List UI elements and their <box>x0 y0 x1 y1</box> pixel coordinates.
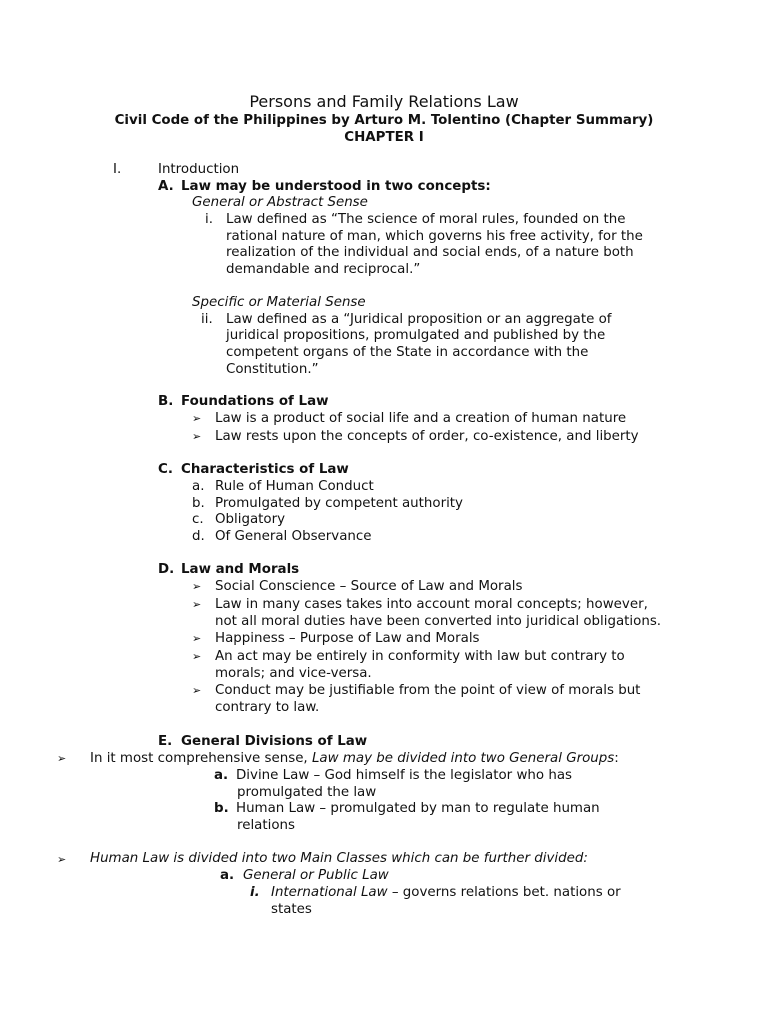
list-item: Law in many cases takes into account moral concepts; however, <box>215 597 648 612</box>
bullet-arrow-icon: ➢ <box>192 580 202 593</box>
subsection-b-marker: B. <box>158 394 174 409</box>
list-item-marker: b. <box>192 496 205 511</box>
list-item-marker: d. <box>192 529 205 544</box>
list-item: Human Law – promulgated by man to regulate human <box>236 801 600 816</box>
section-numeral: I. <box>113 162 122 177</box>
list-item: Obligatory <box>215 512 286 527</box>
list-item: Conduct may be justifiable from the point of view of morals but <box>215 683 641 698</box>
document-subtitle: Civil Code of the Philippines by Arturo M. Tolentino (Chapter Summary) <box>114 113 654 128</box>
list-item-marker: a. <box>214 768 229 783</box>
paragraph-emphasis: Law may be divided into two General Groups <box>311 751 615 766</box>
bullet-arrow-icon: ➢ <box>192 430 202 443</box>
list-item: Rule of Human Conduct <box>215 479 374 494</box>
paragraph: Human Law is divided into two Main Classes which can be further divided: <box>90 851 588 866</box>
general-sense-line: demandable and reciprocal.” <box>226 262 421 277</box>
section-title: Introduction <box>158 162 240 177</box>
list-item: Divine Law – God himself is the legislator who has <box>236 768 572 783</box>
subsection-d-title: Law and Morals <box>181 562 300 577</box>
general-sense-line: realization of the individual and social ends, of a nature both <box>226 245 634 260</box>
subsection-a-marker: A. <box>158 179 174 194</box>
subsection-e-title: General Divisions of Law <box>181 734 368 749</box>
list-item: Law rests upon the concepts of order, co-existence, and liberty <box>215 429 639 444</box>
list-item: promulgated the law <box>237 785 377 800</box>
bullet-arrow-icon: ➢ <box>192 684 202 697</box>
subsection-e-marker: E. <box>158 734 173 749</box>
bullet-arrow-icon: ➢ <box>192 632 202 645</box>
list-item-marker: b. <box>214 801 229 816</box>
subsection-b-title: Foundations of Law <box>181 394 329 409</box>
subsection-d-marker: D. <box>158 562 175 577</box>
list-item: An act may be entirely in conformity with law but contrary to <box>215 649 625 664</box>
specific-sense-numeral: ii. <box>201 312 213 327</box>
subsection-a-title: Law may be understood in two concepts: <box>181 179 491 194</box>
list-item <box>271 884 621 901</box>
bullet-arrow-icon: ➢ <box>192 412 202 425</box>
term: International Law <box>271 885 388 900</box>
list-item: Happiness – Purpose of Law and Morals <box>215 631 480 646</box>
specific-sense-line: Law defined as a “Juridical proposition or an aggregate of <box>226 312 612 327</box>
chapter-heading: CHAPTER I <box>344 130 424 145</box>
bullet-arrow-icon: ➢ <box>57 752 67 765</box>
specific-sense-heading: Specific or Material Sense <box>192 295 366 310</box>
list-item: Social Conscience – Source of Law and Morals <box>215 579 523 594</box>
specific-sense-line: Constitution.” <box>226 362 319 377</box>
list-item: not all moral duties have been converted into juridical obligations. <box>215 614 662 629</box>
list-item: states <box>271 902 312 917</box>
document-title: Persons and Family Relations Law <box>249 92 519 111</box>
paragraph-text: : <box>614 751 619 766</box>
bullet-arrow-icon: ➢ <box>57 853 67 866</box>
paragraph-text: In it most comprehensive sense, <box>90 751 312 766</box>
term-definition: – governs relations bet. nations or <box>387 885 621 900</box>
list-item-marker: i. <box>250 885 260 900</box>
specific-sense-line: juridical propositions, promulgated and published by the <box>226 328 606 343</box>
list-item: morals; and vice-versa. <box>215 666 372 681</box>
subsection-c-title: Characteristics of Law <box>181 462 349 477</box>
paragraph <box>90 750 619 767</box>
list-item-marker: c. <box>192 512 204 527</box>
list-item-marker: a. <box>220 868 235 883</box>
list-item: General or Public Law <box>243 868 389 883</box>
general-sense-line: rational nature of man, which governs his free activity, for the <box>226 229 643 244</box>
subsection-c-marker: C. <box>158 462 173 477</box>
general-sense-heading: General or Abstract Sense <box>192 195 368 210</box>
list-item: contrary to law. <box>215 700 320 715</box>
bullet-arrow-icon: ➢ <box>192 598 202 611</box>
general-sense-numeral: i. <box>205 212 213 227</box>
list-item: Law is a product of social life and a creation of human nature <box>215 411 627 426</box>
list-item: relations <box>237 818 296 833</box>
list-item: Of General Observance <box>215 529 372 544</box>
list-item: Promulgated by competent authority <box>215 496 463 511</box>
specific-sense-line: competent organs of the State in accordance with the <box>226 345 589 360</box>
general-sense-line: Law defined as “The science of moral rules, founded on the <box>226 212 626 227</box>
list-item-marker: a. <box>192 479 205 494</box>
bullet-arrow-icon: ➢ <box>192 650 202 663</box>
